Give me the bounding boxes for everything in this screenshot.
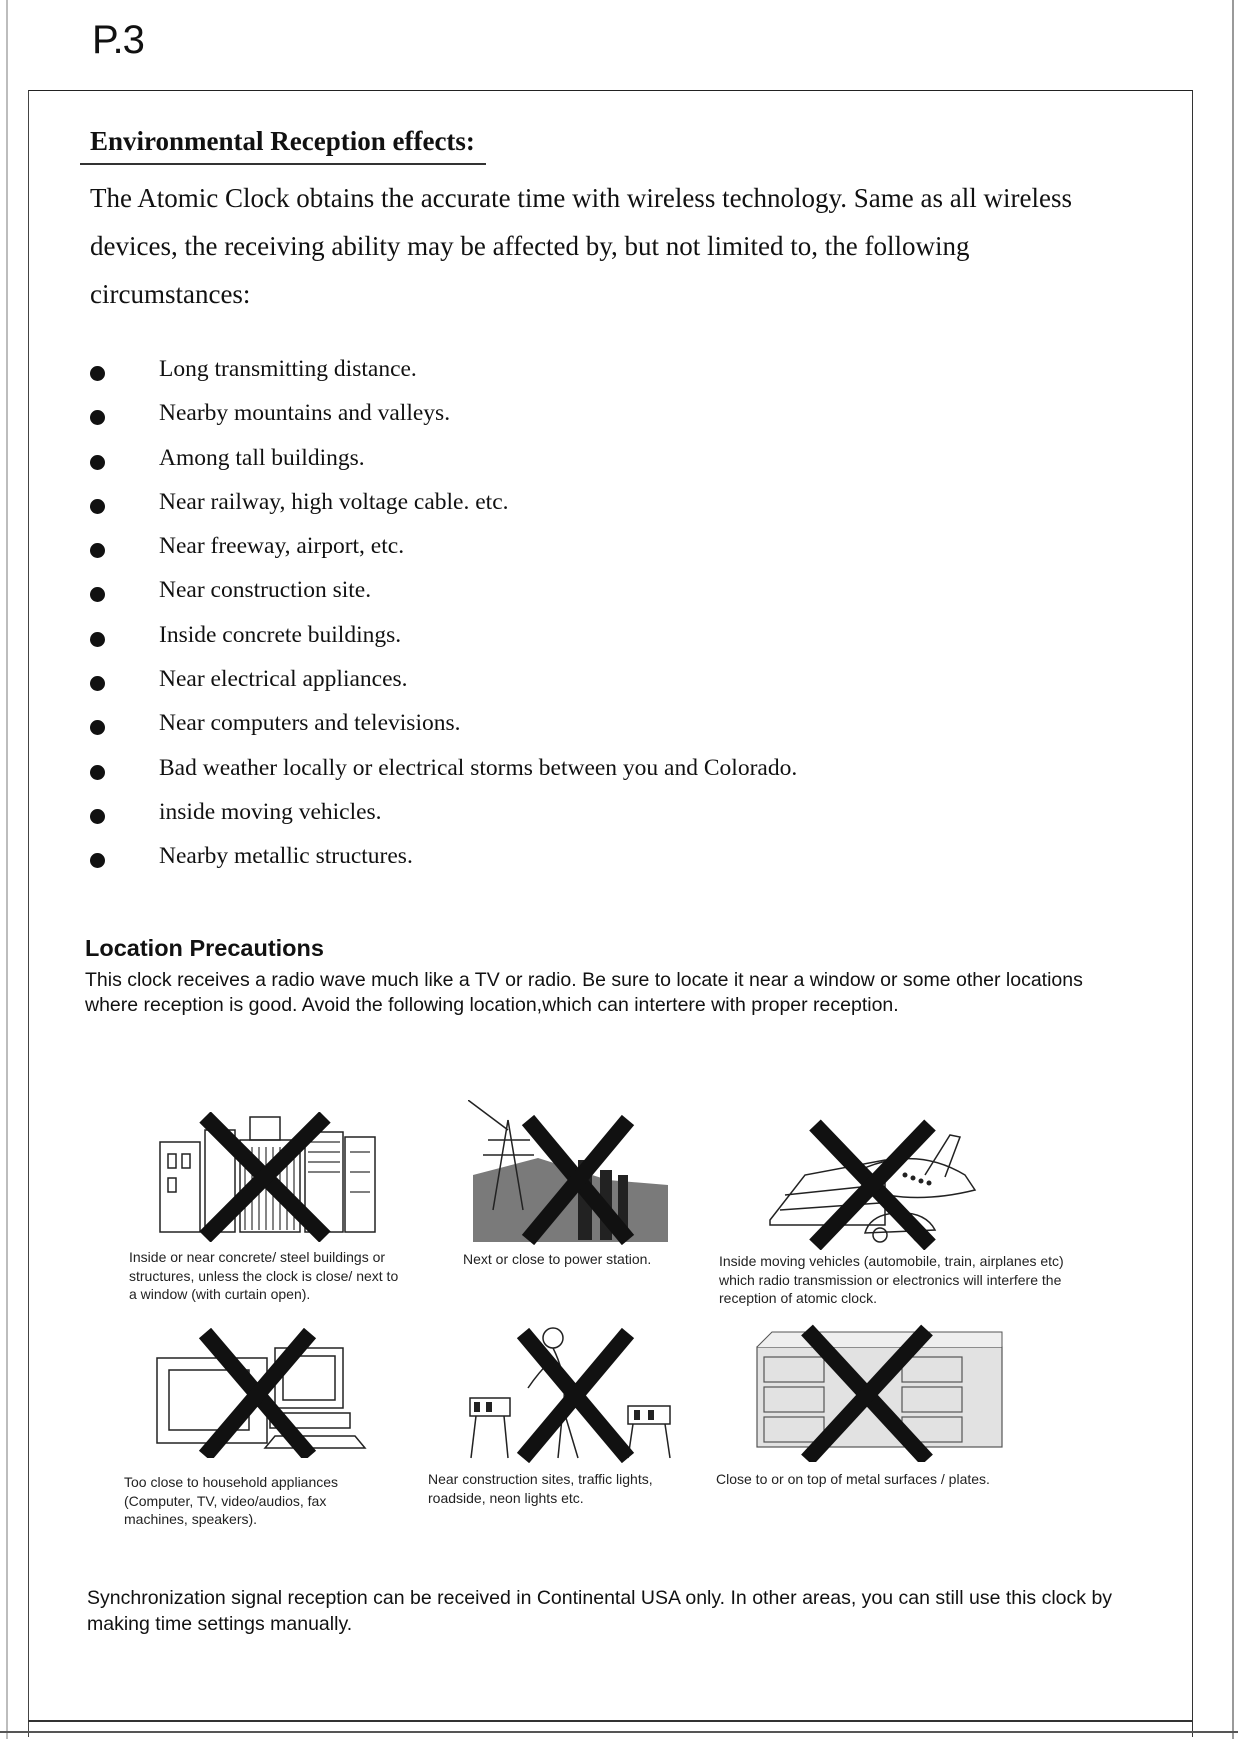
intro-paragraph: The Atomic Clock obtains the accurate time with wireless technology. Same as all wireless devices, the receiving ability may be affected by, but not limited to, the following circumstances: [90,183,1072,309]
page-edge-right [1232,0,1234,1739]
buildings-crossed-icon [150,1112,390,1242]
bullet-icon [90,632,105,647]
heading-underline [80,163,486,165]
caption-construction: Near construction sites, traffic lights, roadside, neon lights etc. [428,1471,653,1506]
section-heading: Environmental Reception effects: [90,126,475,156]
bullet-icon [90,676,105,691]
bullet-icon [90,366,105,381]
vehicles-crossed-icon [765,1115,990,1250]
caption-power-station: Next or close to power station. [463,1251,652,1267]
location-precautions-body: This clock receives a radio wave much like a TV or radio. Be sure to locate it near a window or some other locations where reception is good. Avoid the following location,which can intertere with proper reception. [85,969,1083,1016]
bullet-icon [90,765,105,780]
caption-metal-surfaces: Close to or on top of metal surfaces / plates. [716,1471,990,1487]
page-bottom-rule [0,1731,1238,1733]
power-station-crossed-icon [468,1100,678,1245]
bullet-icon [90,809,105,824]
construction-crossed-icon [468,1318,678,1463]
caption-buildings: Inside or near concrete/ steel buildings or structures, unless the clock is close/ next to a window (with curtain open). [129,1249,399,1302]
page-edge-left [6,0,8,1739]
page-number: P.3 [92,18,144,62]
bullet-icon [90,455,105,470]
location-precautions-title: Location Precautions [85,935,324,961]
appliances-crossed-icon [155,1328,375,1458]
caption-appliances: Too close to household appliances (Computer, TV, video/audios, fax machines, speakers). [124,1474,339,1527]
bullet-icon [90,499,105,514]
metal-desk-crossed-icon [752,1322,1007,1462]
synchronization-note: Synchronization signal reception can be received in Continental USA only. In other areas, you can still use this clock by making time settings manually. [87,1587,1113,1635]
frame-bottom-rule [28,1720,1193,1722]
caption-vehicles: Inside moving vehicles (automobile, train, airplanes etc) which radio transmission or electronics will interfere the reception of atomic clock. [719,1253,1064,1306]
